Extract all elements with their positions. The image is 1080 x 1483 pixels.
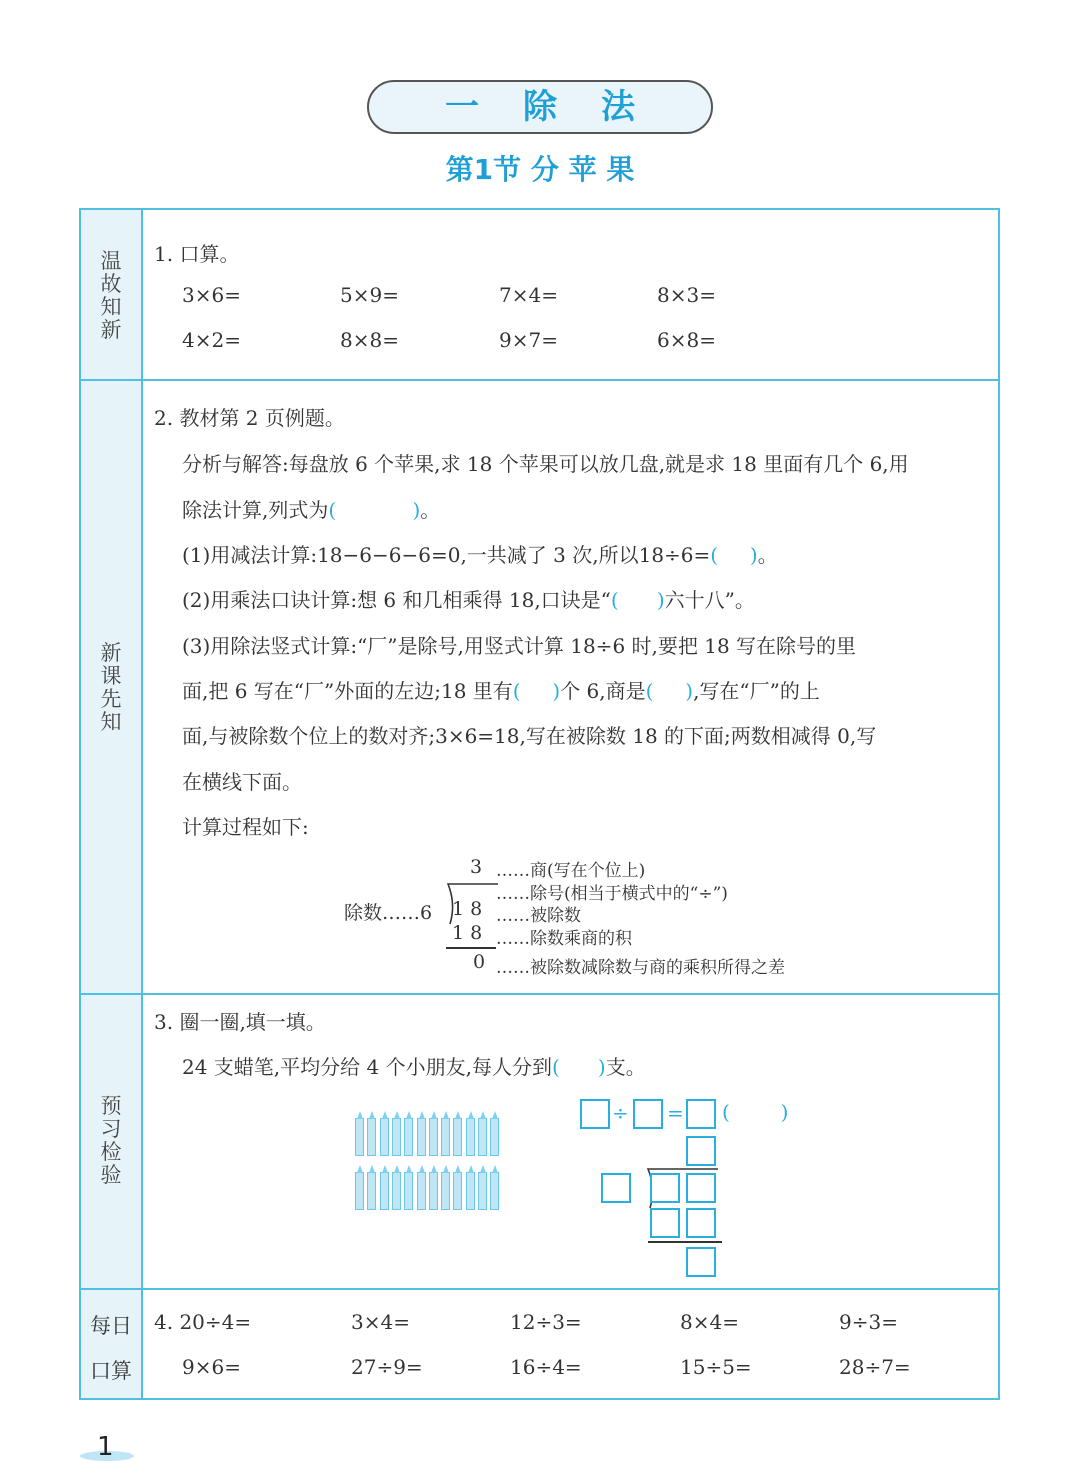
section-title: 第1节 分 苹 果 (445, 153, 635, 186)
lesson-text: 24 支蜡笔,平均分给 4 个小朋友,每人分到( )支。 (182, 1055, 646, 1079)
exercise-item: 9×6= (182, 1355, 241, 1379)
ld-quotient: 3 (470, 856, 483, 878)
ld-note-sign: ……除号(相当于横式中的“÷”) (496, 884, 728, 904)
ld-note-dividend: ……被除数 (496, 906, 581, 926)
section-label-new-lesson: 新课先知 (100, 641, 122, 734)
crayon-icon (417, 1172, 426, 1210)
chapter-title: 一除法 (445, 87, 679, 127)
lesson-text: 面,把 6 写在“厂”外面的左边;18 里有( )个 6,商是( ),写在“厂”的上 (182, 679, 820, 703)
exercise-item: 9×7= (499, 328, 558, 352)
section-label-review: 温故知新 (100, 249, 122, 342)
division-underline (648, 1241, 722, 1243)
crayon-icon (429, 1118, 438, 1156)
lesson-text: (2)用乘法口诀计算:想 6 和几相乘得 18,口诀是“( )六十八”。 (182, 588, 755, 612)
crayon-icon (355, 1172, 364, 1210)
answer-box[interactable] (686, 1136, 716, 1166)
answer-box[interactable] (633, 1099, 663, 1129)
crayon-icon (380, 1118, 389, 1156)
crayon-icon (478, 1118, 487, 1156)
lesson-text: 在横线下面。 (182, 770, 302, 794)
row-divider (79, 379, 1000, 381)
row-divider (79, 993, 1000, 995)
ld-underline (446, 947, 496, 949)
exercise-item: 8×4= (680, 1310, 739, 1334)
crayon-icon (404, 1172, 413, 1210)
division-symbol: ÷ (612, 1101, 629, 1125)
column-divider (141, 208, 143, 1400)
question-3-title: 3. 圈一圈,填一填。 (154, 1010, 326, 1034)
ld-product: 1 8 (452, 922, 483, 944)
question-2-title: 2. 教材第 2 页例题。 (154, 406, 345, 430)
exercise-item: 3×4= (351, 1310, 410, 1334)
lesson-text: 分析与解答:每盘放 6 个苹果,求 18 个苹果可以放几盘,就是求 18 里面有几个 6,用 (182, 452, 909, 476)
crayon-icon (441, 1118, 450, 1156)
section-label-daily-top: 每日 (90, 1314, 132, 1338)
exercise-item: 3×6= (182, 283, 241, 307)
crayon-icon (417, 1118, 426, 1156)
crayon-icon (404, 1118, 413, 1156)
worksheet-table (79, 208, 1000, 1400)
exercise-item: 5×9= (340, 283, 399, 307)
answer-box[interactable] (650, 1208, 680, 1238)
crayon-icon (441, 1172, 450, 1210)
row-divider (79, 1288, 1000, 1290)
crayon-icon (429, 1172, 438, 1210)
answer-box[interactable] (686, 1173, 716, 1203)
exercise-item: 9÷3= (839, 1310, 898, 1334)
answer-blank[interactable]: ( ) (645, 679, 694, 703)
lesson-text: 计算过程如下: (182, 815, 309, 839)
lesson-text: (3)用除法竖式计算:“厂”是除号,用竖式计算 18÷6 时,要把 18 写在除号的里 (182, 634, 857, 658)
exercise-item: 28÷7= (839, 1355, 911, 1379)
answer-blank[interactable]: ( ) (551, 1055, 606, 1079)
answer-blank[interactable]: ( ) (710, 543, 758, 567)
crayon-icon (392, 1172, 401, 1210)
crayon-icon (466, 1172, 475, 1210)
answer-box[interactable] (686, 1247, 716, 1277)
answer-box[interactable] (650, 1173, 680, 1203)
answer-blank[interactable]: ( ) (610, 588, 665, 612)
exercise-item: 15÷5= (680, 1355, 752, 1379)
crayon-icon (355, 1118, 364, 1156)
exercise-item: 8×3= (657, 283, 716, 307)
answer-blank[interactable]: ( ) (328, 498, 421, 522)
ld-dividend: 1 8 (452, 898, 483, 920)
ld-note-quotient: ……商(写在个位上) (496, 861, 646, 881)
lesson-text: 除法计算,列式为( )。 (182, 498, 441, 522)
crayon-icon (466, 1118, 475, 1156)
exercise-item: 4×2= (182, 328, 241, 352)
page-number: 1 (97, 1432, 114, 1462)
ld-remainder: 0 (473, 951, 486, 973)
crayon-icon (490, 1172, 499, 1210)
answer-box[interactable] (601, 1173, 631, 1203)
exercise-item: 8×8= (340, 328, 399, 352)
crayon-icon (392, 1118, 401, 1156)
exercise-item: 4. 20÷4= (154, 1310, 252, 1334)
ld-note-remainder: ……被除数减除数与商的乘积所得之差 (496, 958, 785, 978)
lesson-text: 面,与被除数个位上的数对齐;3×6=18,写在被除数 18 的下面;两数相减得 0,写 (182, 724, 877, 748)
answer-blank[interactable]: ( ) (722, 1100, 789, 1124)
equals-symbol: = (667, 1101, 684, 1125)
exercise-item: 16÷4= (510, 1355, 582, 1379)
crayon-icon (490, 1118, 499, 1156)
crayon-icon (453, 1118, 462, 1156)
section-label-daily-bottom: 口算 (90, 1359, 132, 1383)
ld-divisor: 除数……6 (344, 902, 433, 924)
answer-blank[interactable]: ( ) (512, 679, 561, 703)
crayon-icon (367, 1172, 376, 1210)
exercise-item: 27÷9= (351, 1355, 423, 1379)
crayon-icon (453, 1172, 462, 1210)
crayon-icon (478, 1172, 487, 1210)
ld-note-product: ……除数乘商的积 (496, 929, 632, 949)
crayon-icon (367, 1118, 376, 1156)
exercise-item: 6×8= (657, 328, 716, 352)
crayon-icon (380, 1172, 389, 1210)
answer-box[interactable] (580, 1099, 610, 1129)
question-1-title: 1. 口算。 (154, 242, 240, 266)
answer-box[interactable] (686, 1208, 716, 1238)
answer-box[interactable] (686, 1099, 716, 1129)
exercise-item: 12÷3= (510, 1310, 582, 1334)
section-label-preview: 预习检验 (100, 1094, 122, 1187)
exercise-item: 7×4= (499, 283, 558, 307)
lesson-text: (1)用减法计算:18−6−6−6=0,一共减了 3 次,所以18÷6=( )。 (182, 543, 778, 567)
